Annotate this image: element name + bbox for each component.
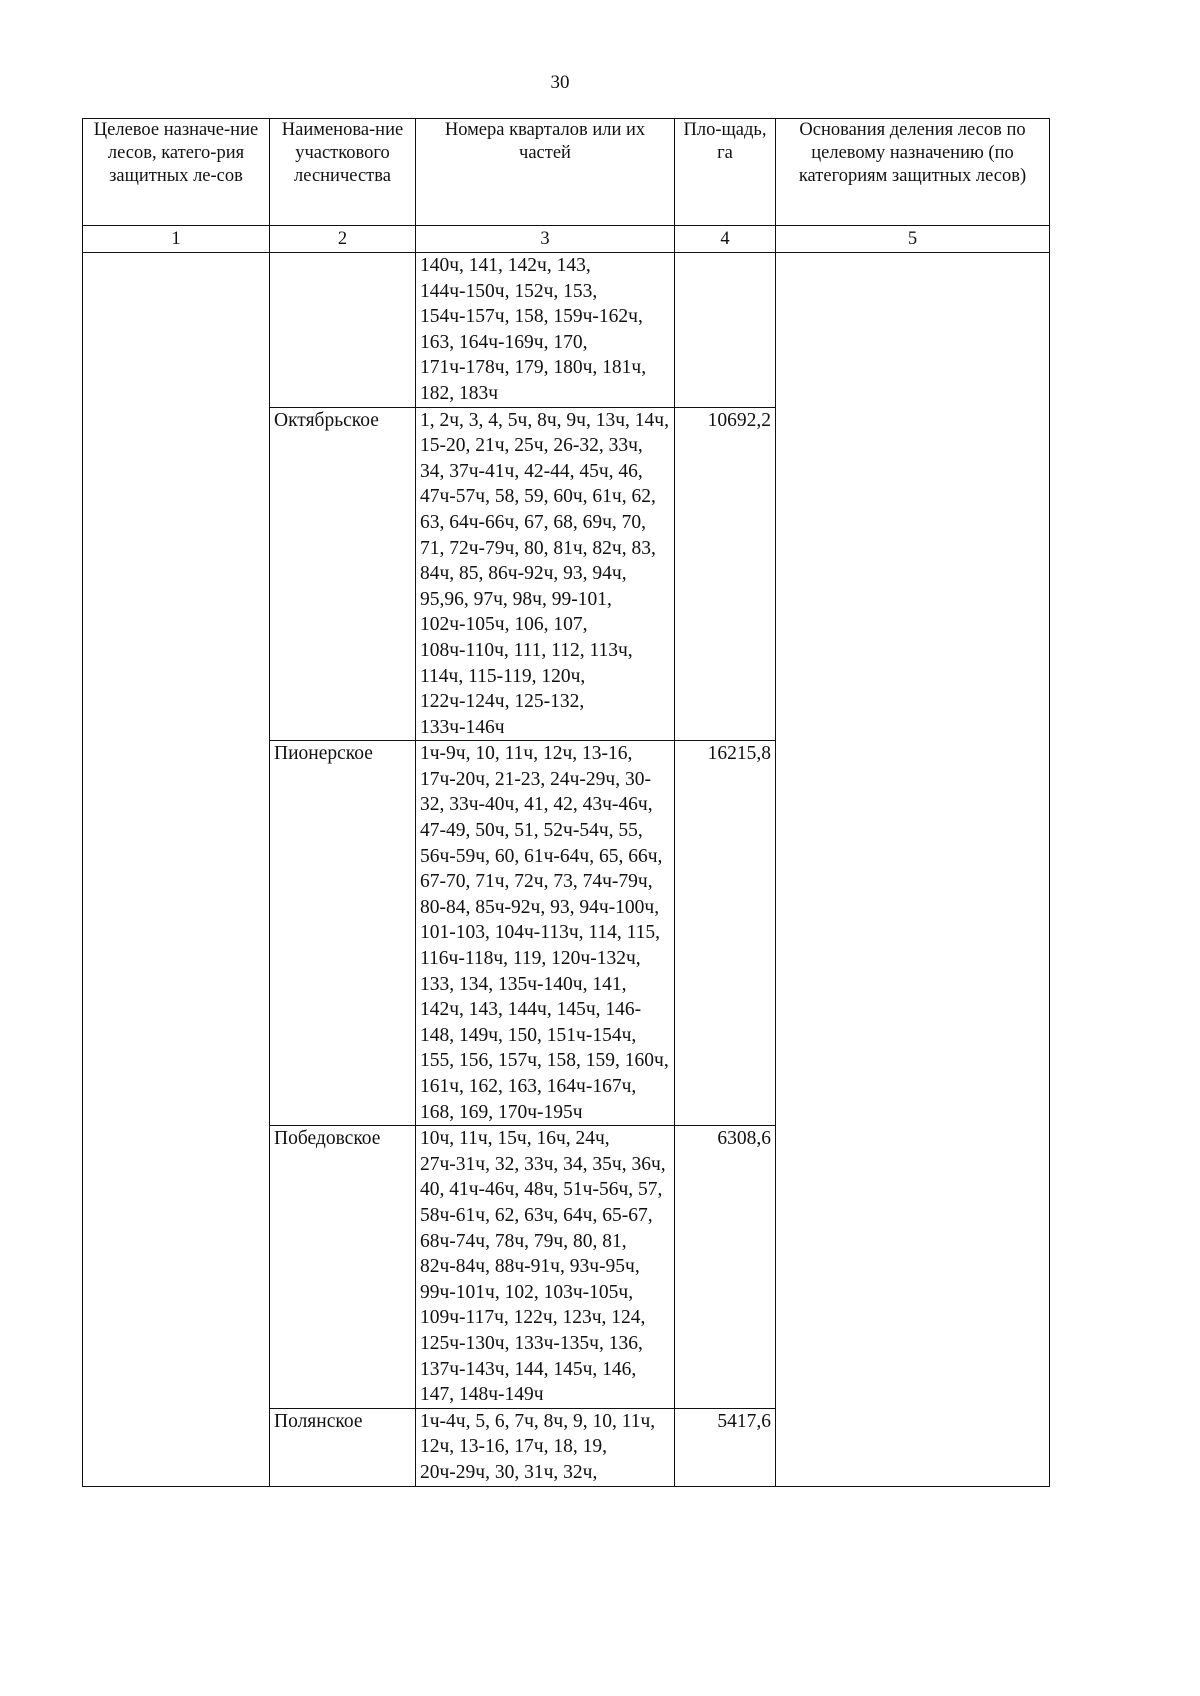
area-cell: 5417,6 [675,1408,776,1486]
header-quarter-numbers: Номера кварталов или их частей [416,119,675,226]
header-forest-purpose: Целевое назначе-ние лесов, катего-рия защитных ле-сов [83,119,270,226]
quarter-numbers-cell: 1ч-9ч, 10, 11ч, 12ч, 13-16, 17ч-20ч, 21-23, 24ч-29ч, 30-32, 33ч-40ч, 41, 42, 43ч-46ч, 47-49, 50ч, 51, 52ч-54ч, 55, 56ч-59ч, 60, 61ч-64ч, 65, 66ч, 67-70, 71ч, 72ч, 73, 74ч-79ч, 80-84, 85ч-92ч, 93, 94ч-100ч, 101-103, 104ч-113ч, 114, 115, 116ч-118ч, 119, 120ч-132ч, 133, 134, 135ч-140ч, 141, 142ч, 143, 144ч, 145ч, 146-148, 149ч, 150, 151ч-154ч, 155, 156, 157ч, 158, 159, 160ч, 161ч, 162, 163, 164ч-167ч, 168, 169, 170ч-195ч [416,741,675,1126]
forestry-name-cell: Пионерское [270,741,416,1126]
column-number-3: 3 [416,226,675,253]
quarter-numbers-cell: 10ч, 11ч, 15ч, 16ч, 24ч, 27ч-31ч, 32, 33ч, 34, 35ч, 36ч, 40, 41ч-46ч, 48ч, 51ч-56ч, 57, 58ч-61ч, 62, 63ч, 64ч, 65-67, 68ч-74ч, 78ч, 79ч, 80, 81, 82ч-84ч, 88ч-91ч, 93ч-95ч, 99ч-101ч, 102, 103ч-105ч, 109ч-117ч, 122ч, 123ч, 124, 125ч-130ч, 133ч-135ч, 136, 137ч-143ч, 144, 145ч, 146, 147, 148ч-149ч [416,1126,675,1409]
area-cell: 10692,2 [675,407,776,741]
page-number: 30 [550,72,570,93]
header-area: Пло-щадь, га [675,119,776,226]
area-cell [675,253,776,408]
header-division-basis: Основания деления лесов по целевому назначению (по категориям защитных лесов) [776,119,1050,226]
forestry-name-cell: Полянское [270,1408,416,1486]
forest-purpose-table [82,118,1050,1487]
quarter-numbers-cell: 1, 2ч, 3, 4, 5ч, 8ч, 9ч, 13ч, 14ч, 15-20, 21ч, 25ч, 26-32, 33ч, 34, 37ч-41ч, 42-44, 45ч, 46, 47ч-57ч, 58, 59, 60ч, 61ч, 62, 63, 64ч-66ч, 67, 68, 69ч, 70, 71, 72ч-79ч, 80, 81ч, 82ч, 83, 84ч, 85, 86ч-92ч, 93, 94ч, 95,96, 97ч, 98ч, 99-101, 102ч-105ч, 106, 107, 108ч-110ч, 111, 112, 113ч, 114ч, 115-119, 120ч, 122ч-124ч, 125-132, 133ч-146ч [416,407,675,741]
quarter-numbers-cell: 140ч, 141, 142ч, 143, 144ч-150ч, 152ч, 153, 154ч-157ч, 158, 159ч-162ч, 163, 164ч-169ч, 170, 171ч-178ч, 179, 180ч, 181ч, 182, 183ч [416,253,675,408]
quarter-numbers-cell: 1ч-4ч, 5, 6, 7ч, 8ч, 9, 10, 11ч, 12ч, 13-16, 17ч, 18, 19, 20ч-29ч, 30, 31ч, 32ч, [416,1408,675,1486]
forestry-name-cell [270,253,416,408]
column-number-4: 4 [675,226,776,253]
forestry-name-cell: Октябрьское [270,407,416,741]
table-header-row [83,119,1050,226]
column-number-2: 2 [270,226,416,253]
column-number-row [83,226,1050,253]
column-number-1: 1 [83,226,270,253]
area-cell: 6308,6 [675,1126,776,1409]
division-basis-cell [776,253,1050,1487]
forestry-name-cell: Победовское [270,1126,416,1409]
column-number-5: 5 [776,226,1050,253]
header-forestry-name: Наименова-ние участкового лесничества [270,119,416,226]
area-cell: 16215,8 [675,741,776,1126]
forest-purpose-cell [83,253,270,1487]
table-row [83,253,1050,408]
